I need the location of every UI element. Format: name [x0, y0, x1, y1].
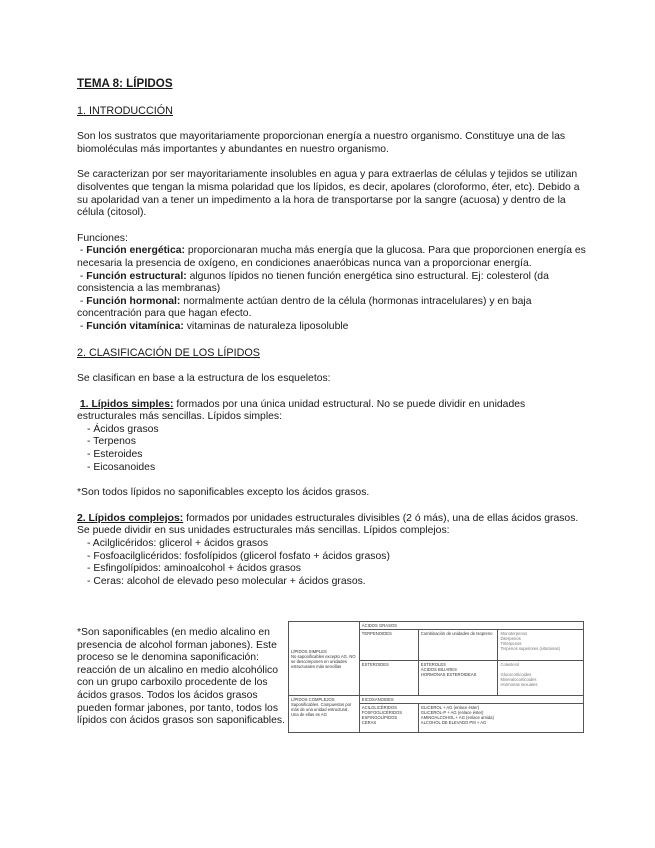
table-item: FOSFOGLICÉRIDOS [361, 710, 403, 715]
table-item: Terpenos superiores (vitaminas) [500, 646, 561, 651]
table-complejos-list [359, 704, 418, 733]
table-terpenoides: TERPENOIDES [359, 630, 418, 661]
lipidos-simples-text: formados por una única unidad estructural. No se puede dividir en unidades estructurales más sencillas. Lípidos simples: [77, 398, 526, 423]
section-introduccion-heading: 1. INTRODUCCIÓN [77, 104, 173, 117]
table-est-types [498, 661, 584, 696]
funcion-name: Función estructural: [86, 270, 187, 282]
lipidos-complejos-heading: 2. Lípidos complejos: [77, 512, 184, 524]
table-lipidos-simples: LÍPIDOS SIMPLES [291, 648, 327, 654]
table-item: Glucocorticoides [500, 672, 532, 677]
table-terp-desc: Combinación de unidades de Isopreno [418, 630, 498, 661]
table-acidos-grasos: ÁCIDOS GRASOS [359, 622, 583, 630]
document-body [77, 78, 587, 588]
table-item: Hormonas sexuales [500, 682, 538, 687]
funcion-vitaminica: - Función vitamínica: vitaminas de naturaleza liposoluble [77, 320, 349, 332]
funcion-text: normalmente actúan dentro de la célula (hormonas intracelulares) y en baja concentración para que hagan efecto. [77, 295, 532, 320]
table-terp-types [498, 630, 584, 661]
simples-note: *Son todos lípidos no saponificables excepto los ácidos grasos. [77, 487, 370, 499]
table-item: Triterpenos [500, 641, 522, 646]
table-item: AMINOALCOHOL + AG (enlace amida) [420, 715, 494, 720]
table-cell-complejos [289, 696, 360, 733]
table-item: CERAS [361, 720, 377, 725]
lipidos-simples-heading: 1. Lípidos simples: [79, 398, 174, 410]
table-cell-simples [289, 622, 360, 696]
list-item: - Terpenos [87, 436, 136, 448]
table-lipidos-complejos: LÍPIDOS COMPLEJOS [291, 697, 335, 702]
table-item: ACILGLICÉRIDOS [361, 705, 397, 710]
list-item: - Acilglicéridos: glicerol + ácidos grasos [87, 538, 269, 550]
table-item: ESTEROLES [420, 662, 446, 667]
intro-paragraph-1: Son los sustratos que mayoritariamente proporcionan energía a nuestro organismo. Constituye una de las biomoléculas más importantes y abundantes en nuestro organismo. [77, 131, 566, 155]
saponificables-note: *Son saponificables (en medio alcalino en presencia de alcohol forman jabones). Este proceso se le denomina saponificación: reacción de un alcalino en medio alcohólico con un grupo carboxilo procedente de los ácidos grasos. Todos los ácidos grasos pueden formar jabones, por tanto, todos los lípidos con ácidos grasos son saponificables. [77, 627, 285, 727]
table-item: ÁCIDOS BILIARES [420, 667, 457, 672]
table-complejos-desc: Saponificables. Compuestos por más de una unidad estructural. Una de ellas es AG [291, 702, 352, 717]
table-item: ALCOHOL DE ELEVADO PM + AG [420, 720, 487, 725]
clasificacion-intro: Se clasifican en base a la estructura de los esqueletos: [77, 373, 331, 385]
table-item: Monoterpenos [500, 631, 528, 636]
lipidos-simples-paragraph [77, 399, 587, 424]
table-item: GLICEROL + AG (enlace éster) [420, 705, 480, 710]
list-item: - Esfingolípidos: aminoalcohol + ácidos grasos [87, 563, 301, 575]
list-item: - Ceras: alcohol de elevado peso molecular + ácidos grasos. [87, 575, 366, 587]
funcion-estructural: - Función estructural: algunos lípidos no tienen función energética sino estructural. Ej: colesterol (da consistencia a las membranas) [77, 270, 549, 295]
list-item: - Fosfoacilglicéridos: fosfolípidos (glicerol fosfato + ácidos grasos) [87, 550, 390, 562]
funciones-label: Funciones: [77, 232, 128, 244]
table-item: ESFINGOLÍPIDOS [361, 715, 398, 720]
funcion-name: Función energética: [86, 245, 185, 257]
funcion-name: Función vitamínica: [86, 320, 184, 332]
funcion-text: proporcionaran mucha más energía que la glucosa. Para que proporcionen energía es necesaria la presencia de oxígeno, en condiciones anaeróbicas nunca van a proporcionar energía. [77, 245, 586, 269]
list-item: - Eicosanoides [87, 461, 156, 473]
list-item: - Esteroides [87, 449, 143, 461]
table-est-list [418, 661, 498, 696]
lipidos-complejos-paragraph [77, 513, 587, 538]
table-item: HORMONAS ESTEROIDEAS [420, 672, 477, 677]
table-simples-desc: No saponificables excepto AG. NO se descomponen en unidades estructurales más sencillas [291, 653, 356, 669]
funcion-text: algunos lípidos no tienen función energética sino estructural. Ej: colesterol (da consistencia a las membranas) [77, 270, 549, 295]
table-esteroides: ESTEROIDES [359, 661, 418, 696]
funcion-energetica: - Función energética: proporcionaran mucha más energía que la glucosa. Para que proporcionen energía es necesaria la presencia de oxígeno, en condiciones anaeróbicas nunca van a proporcionar energía. [77, 245, 586, 269]
funcion-hormonal: - Función hormonal: normalmente actúan dentro de la célula (hormonas intracelulares) y en baja concentración para que hagan efecto. [77, 295, 532, 320]
table-complejos-comp [418, 704, 583, 733]
funcion-text: vitaminas de naturaleza liposoluble [183, 320, 349, 332]
funcion-name: Función hormonal: [86, 295, 181, 307]
list-item: - Ácidos grasos [87, 423, 159, 435]
table-item: Mineralocorticoides [500, 677, 537, 682]
intro-paragraph-2: Se caracterizan por ser mayoritariamente insolubles en agua y para extraerlas de células y tejidos se utilizan disolventes que tengan la misma polaridad que los lípidos, es decir, apolares (cloroformo, éter, etc). Debido a su apolaridad van a tener un impedimento a la hora de transportarse por la sangre (acuosa) y dentro de la célula (citosol). [77, 169, 580, 219]
document-title: TEMA 8: LÍPIDOS [77, 77, 173, 90]
lipidos-complejos-text: formados por unidades estructurales divisibles (2 ó más), una de ellas ácidos grasos. Se puede dividir en sus unidades estructurales más sencillas. Lípidos complejos: [77, 512, 579, 537]
table-item: GLICEROL-P + AG (enlace éster) [420, 710, 484, 715]
table-eicosanoides: EICOSANOIDES [359, 696, 583, 704]
section-clasificacion-heading: 2. CLASIFICACIÓN DE LOS LÍPIDOS [77, 346, 260, 359]
lipid-classification-table [288, 621, 584, 733]
table-item: Diterpenos [500, 636, 521, 641]
table-item: Colesterol [500, 662, 520, 667]
